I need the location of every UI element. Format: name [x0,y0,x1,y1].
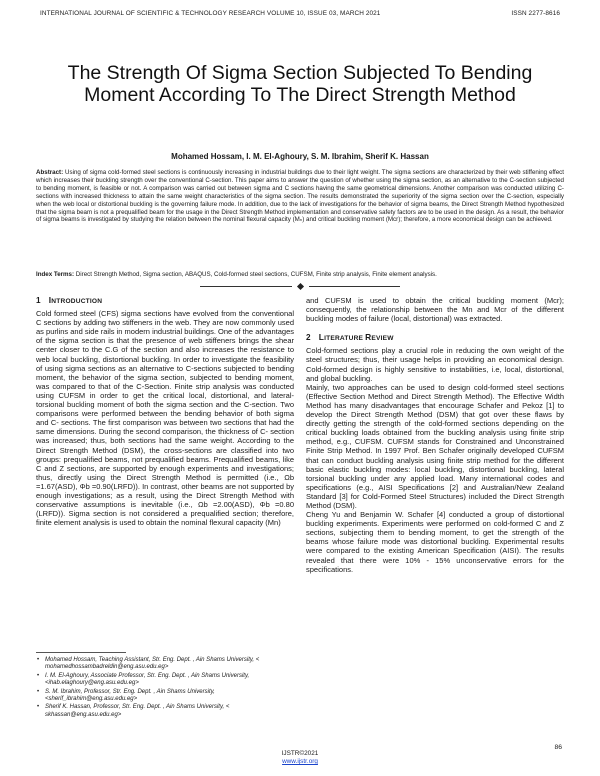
divider-line-left [200,286,292,287]
divider-line-right [309,286,401,287]
journal-website-link[interactable]: www.ijstr.org [282,758,318,765]
bullet-icon: • [37,657,40,663]
introduction-continued-paragraph: and CUFSM is used to obtain the critical buckling moment (Mcr); consequently, the relationship between the Mn and Mcr of the different buckling modes of failure (local, distortional) was extracted. [306,296,564,324]
running-head [40,10,560,17]
literature-paragraph: Mainly, two approaches can be used to design cold-formed steel sections (Effective Section Method and Direct Strength Method). The Effective Width Method has many disadvantages that encourage Schafer and Pekoz [1] to develop the Direct Strength Method (DSM) that got over these flaws by directly getting the strength of the cold-formed sections depending on the critical buckling loads obtained from the buckling analysis using finite strip method, e.g., CUFSM. CUFSM stands for Constrained and Unconstrained Finite Strip Method. In 1997 Prof. Ben Schafer originally developed CUFSM that can conduct buckling analysis using finite strip method for the different basic elastic buckling modes: local buckling, distortional buckling, lateral torsional buckling under any applied load. Many international codes and specifications (e.g., AISI Specifications [2] and Australian/New Zealand Standard [3] for Cold-Formed Steel Structures) included the Direct Strength Method (DSM). [306,382,564,510]
page-number: 86 [554,744,562,751]
issn: ISSN 2277-8616 [511,10,560,17]
diamond-ornament-icon [296,282,303,289]
literature-paragraph: Cold-formed sections play a crucial role in reducing the own weight of the steel structures; thus, their usage helps in providing an economical design. Cold-formed design is highly sensitive to instabilities, i.e, local, distortional, and global buckling. [306,346,564,383]
bullet-icon: • [37,672,40,679]
right-column [306,296,564,574]
bullet-icon: • [37,704,40,711]
paper-title: The Strength Of Sigma Section Subjected To Bending Moment According To The Direct Strength Method [67,62,533,106]
abstract [36,169,564,224]
introduction-paragraph: Cold formed steel (CFS) sigma sections have evolved from the conventional C sections by adding two stiffeners in the web. They are now commonly used as purlins and side rails in modern industrial buildings. One of the advantages of the sigma section is that the presence of web stiffeners brings the shear center closer to the C.G of the section and also increases the resistance to web local buckling, distortional buckling. In order to investigate the feasibility of using sigma sections as an alternative to C-sections subjected to bending moment, the behavior of the sigma section, subjected to bending moment, was compared to that of the C-Section. Finite strip analysis was conducted using CUFSM in order to get the critical local, distortional, and lateral-torsional buckling moment of both the sigma section and the C-section. Two comparisons were performed between the bending behavior of both sigma and C- sections. The first comparison was between two sections that had the same dimensions. During the second comparison, the thickness of C- section was increased; thus, both sections had the same weight. According to the Direct Strength Method (DSM), the cross-sections are classified into two groups: prequalified beams, not prequalified beams. Prequalified beams, like C and Z sections, are supported by enough experiments and investigations; thus, directly using the Direct Strength Method is permitted (i.e., Ωb =1.67(ASD), Φb =0.90(LRFD)). In contrast, other beams are not supported by enough investigations; as a result, using the Direct Strength Method with conservative assumptions is inevitable (i.e., Ωb =2.00(ASD), Φb =0.80 (LRFD)). Sigma section is not considered a prequalified section; therefore, finite element analysis is used to obtain the nominal flexural capacity (Mn) [36,309,294,528]
copyright-notice: IJSTR©2021 [281,750,319,757]
page-footer [0,750,600,766]
section-divider [200,282,400,290]
section-heading-introduction: 1 INTRODUCTION [36,295,103,305]
literature-paragraph: Cheng Yu and Benjamin W. Schafer [4] conducted a group of distortional buckling experiments. Experiments were performed on cold-formed C and Z sections, subjecting them to bending moment, to get the strength of the beams whose failure mode was distortional buckling. Experimental results were compared to the existing American Specification (AISI). The results revealed that there were 10% - 15% unconservative errors for the specifications. [306,510,564,574]
left-column [36,296,294,527]
index-terms-label: Index Terms: [36,271,75,278]
bullet-icon: • [37,688,40,695]
journal-name: INTERNATIONAL JOURNAL OF SCIENTIFIC & TECHNOLOGY RESEARCH VOLUME 10, ISSUE 03, MARCH 2021 [40,10,381,17]
author-footnotes [36,652,294,720]
footnote-item: • Sherif K. Hassan, Professor, Str. Eng. Dept. , Ain Shams University, < skhassan@eng.asu.edu.eg> [37,704,230,718]
footnote-item: • S. M. Ibrahim, Professor, Str. Eng. Dept. , Ain Shams University, <sherif_ibrahim@eng.asu.edu.eg> [37,688,215,703]
footnote-item: • I. M. El-Aghoury, Associate Professor, Str. Eng. Dept. , Ain Shams University,<ihab.elaghoury@eng.asu.edu.eg> [37,672,250,687]
index-terms-text: Direct Strength Method, Sigma section, ABAQUS, Cold-formed steel sections, CUFSM, Finite strip analysis, Finite element analysis. [75,271,437,278]
abstract-text: Using of sigma cold-formed steel sections is continuously increasing in industrial buildings due to their light weight. The sigma sections are characterized by their web stiffening effect which increases their buckling strength over the conventional C-section. This paper aims to answer the question of whether using the sigma section, as an alternative to the C-section subjected to bending moment, is feasible or not. A comparison was carried out between sigma and C sections having the same geometrical dimensions. Another comparison was conducted utilizing C-sections with increased thickness to attain the same weight characteristics of the sigma section. The results demonstrated the superiority of the sigma section over the C-section, especially when the web local or distortional buckling is the governing failure mode. In addition, due to the lack of investigations for the behavior of sigma beams, the Direct Strength Method hypothesized that the sigma beam is not a prequalified beam for the usage in the Direct Strength Method implementation and conservative safety factors are to be used in the design. As a result, the behavior of sigma beams is investigated by studying the relation between the nominal flexural capacity (Mₙ) and critical buckling moment (Mcr); therefore, a more economical design can be achieved. [36,169,564,224]
footnote-rule [36,652,126,653]
section-heading-literature-review: 2 LITERATURE REVIEW [306,332,394,343]
footnote-item: • Mohamed Hossam, Teaching Assistant, Str. Eng. Dept. , Ain Shams University, < mohamedhossambadreldin@eng.asu.edu.eg> [37,657,260,671]
index-terms [36,271,564,279]
abstract-label: Abstract: [36,169,64,176]
author-list: Mohamed Hossam, I. M. El-Aghoury, S. M. Ibrahim, Sherif K. Hassan [171,152,429,161]
